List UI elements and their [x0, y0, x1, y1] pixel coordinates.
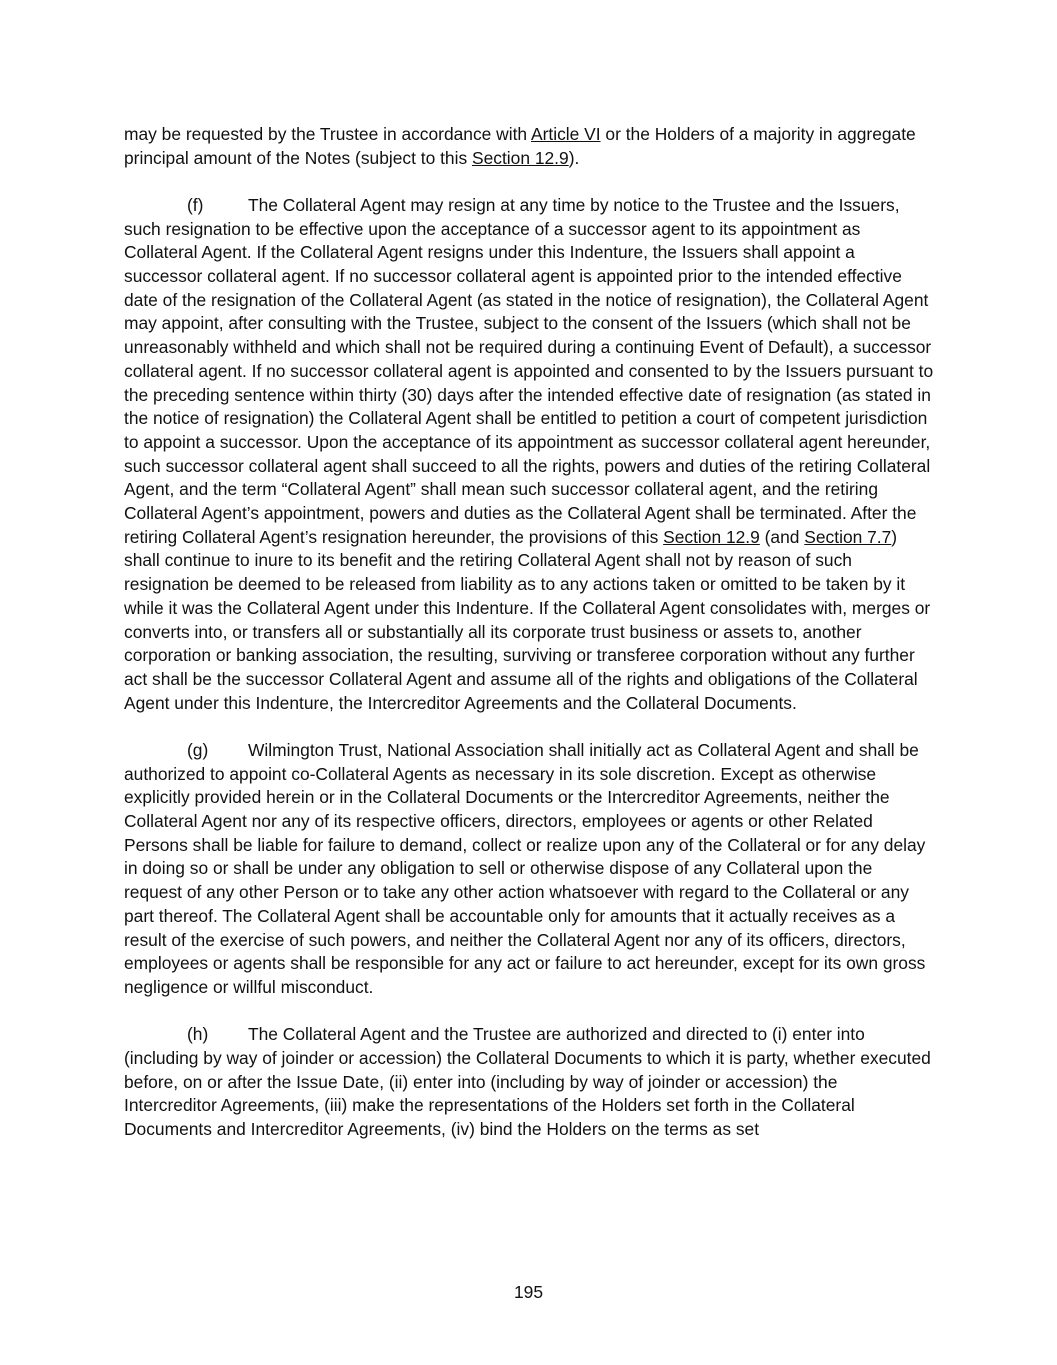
paragraph-text: ) shall continue to inure to its benefit and the retiring Collateral Agent shall not by reason of such resignation be deemed to be released from liability as to any actions taken or omitted to be taken by it while it was the Collateral Agent under this Indenture. If the Collateral Agent consolidates with, merges or converts into, or transfers all or substantially all its corporate trust business or assets to, another corporation or banking association, the resulting, surviving or transferee corporation without any further act shall be the successor Collateral Agent and assume all of the rights and obligations of the Collateral Agent under this Indenture, the Intercreditor Agreements and the Collateral Documents.: [124, 526, 931, 713]
section-reference: Section 7.7: [804, 526, 892, 547]
section-reference: Section 12.9: [472, 147, 569, 168]
paragraph-text: The Collateral Agent may resign at any time by notice to the Trustee and the Issuers, such resignation to be effective upon the acceptance of a successor agent to its appointment as Collateral Agent. If the Collateral Agent resigns under this Indenture, the Issuers shall appoint a successor collateral agent. If no successor collateral agent is appointed prior to the intended effective date of the resignation of the Collateral Agent (as stated in the notice of resignation), the Collateral Agent may appoint, after consulting with the Trustee, subject to the consent of the Issuers (which shall not be unreasonably withheld and which shall not be required during a continuing Event of Default), a successor collateral agent. If no successor collateral agent is appointed and consented to by the Issuers pursuant to the preceding sentence within thirty (30) days after the intended effective date of resignation (as stated in the notice of resignation) the Collateral Agent shall be entitled to petition a court of competent jurisdiction to appoint a successor. Upon the acceptance of its appointment as successor collateral agent hereunder, such successor collateral agent shall succeed to all the rights, powers and duties of the retiring Collateral Agent, and the term “Collateral Agent” shall mean such successor collateral agent, and the retiring Collateral Agent’s appointment, powers and duties as the Collateral Agent shall be terminated. After the retiring Collateral Agent’s resignation hereunder, the provisions of this: [124, 194, 934, 547]
paragraph-text: (and: [759, 526, 805, 547]
paragraph-text: or the Holders of a majority in aggregate principal amount of the Notes (subject to this: [124, 124, 916, 168]
paragraph-text: may be requested by the Trustee in accordance with: [124, 124, 531, 144]
paragraph-label: (f): [187, 194, 204, 215]
paragraph-label: (h): [187, 1024, 209, 1045]
document-body: [124, 123, 934, 1165]
paragraph-g: [124, 739, 934, 1000]
paragraph-text: Wilmington Trust, National Association shall initially act as Collateral Agent and shall be authorized to appoint co-Collateral Agents as necessary in its sole discretion. Except as otherwise explicitly provided herein or in the Collateral Documents or the Intercreditor Agreements, neither the Collateral Agent nor any of its respective officers, directors, employees or agents or other Related Persons shall be liable for failure to demand, collect or realize upon any of the Collateral or for any delay in doing so or shall be under any obligation to sell or otherwise dispose of any Collateral upon the request of any other Person or to take any other action whatsoever with regard to the Collateral or any part thereof. The Collateral Agent shall be accountable only for amounts that it actually receives as a result of the exercise of such powers, and neither the Collateral Agent nor any of its officers, directors, employees or agents shall be responsible for any act or failure to act hereunder, except for its own gross negligence or willful misconduct.: [124, 739, 926, 997]
page-number: 195: [513, 1282, 543, 1302]
paragraph-text: The Collateral Agent and the Trustee are authorized and directed to (i) enter into (including by way of joinder or accession) the Collateral Documents to which it is party, whether executed before, on or after the Issue Date, (ii) enter into (including by way of joinder or accession) the Intercreditor Agreements, (iii) make the representations of the Holders set forth in the Collateral Documents and Intercreditor Agreements, (iv) bind the Holders on the terms as set: [124, 1024, 931, 1139]
paragraph-h: [124, 1023, 934, 1142]
paragraph-f: [124, 194, 934, 715]
paragraph-label: (g): [187, 739, 209, 760]
article-reference: Article VI: [530, 124, 601, 144]
section-reference: Section 12.9: [663, 526, 760, 547]
paragraph-text: ).: [568, 147, 580, 168]
paragraph-continuation: [124, 123, 934, 170]
